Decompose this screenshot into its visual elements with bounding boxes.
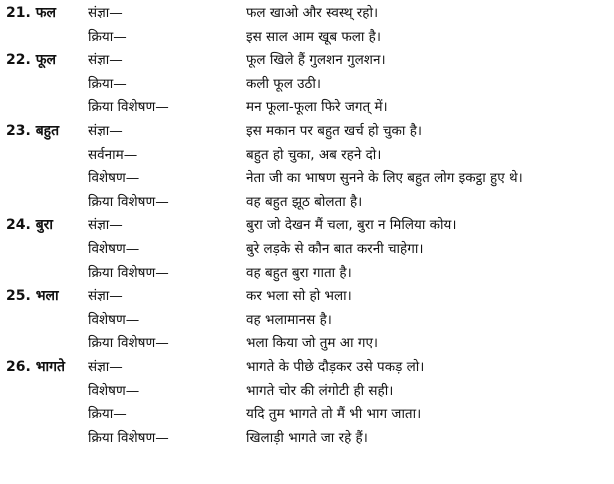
example-sentence: वह बहुत बुरा गाता है। — [246, 264, 352, 281]
usage-row — [0, 403, 614, 427]
usage-row — [0, 356, 614, 380]
part-of-speech: क्रिया विशेषण— — [88, 99, 169, 116]
part-of-speech: क्रिया— — [88, 406, 127, 423]
part-of-speech: संज्ञा— — [88, 358, 123, 375]
usage-row — [0, 167, 614, 191]
part-of-speech: संज्ञा— — [88, 288, 123, 305]
part-of-speech: क्रिया— — [88, 75, 127, 92]
usage-row — [0, 332, 614, 356]
part-of-speech: विशेषण— — [88, 170, 140, 187]
usage-row — [0, 380, 614, 404]
part-of-speech: क्रिया विशेषण— — [88, 335, 169, 352]
entry-word: 25. भला — [6, 288, 59, 305]
example-sentence: भला किया जो तुम आ गए। — [246, 335, 379, 352]
usage-row — [0, 26, 614, 50]
entry-word: 22. फूल — [6, 52, 56, 69]
example-sentence: कली फूल उठी। — [246, 75, 322, 92]
part-of-speech: क्रिया विशेषण— — [88, 264, 169, 281]
example-sentence: मन फूला-फूला फिरे जगत् में। — [246, 99, 388, 116]
entry-word: 21. फल — [6, 5, 56, 21]
usage-row — [0, 73, 614, 97]
usage-row — [0, 120, 614, 144]
example-sentence: फूल खिले हैं गुलशन गुलशन। — [246, 52, 386, 69]
part-of-speech: सर्वनाम— — [88, 146, 138, 163]
part-of-speech: विशेषण— — [88, 240, 140, 257]
usage-row — [0, 96, 614, 120]
usage-row — [0, 238, 614, 262]
example-sentence: भागते के पीछे दौड़कर उसे पकड़ लो। — [246, 358, 425, 375]
example-sentence: कर भला सो हो भला। — [246, 288, 352, 305]
entry-word: 23. बहुत — [6, 122, 60, 139]
part-of-speech: संज्ञा— — [88, 5, 123, 21]
part-of-speech: संज्ञा— — [88, 217, 123, 234]
example-sentence: यदि तुम भागते तो मैं भी भाग जाता। — [246, 406, 422, 423]
example-sentence: फल खाओ और स्वस्थ् रहो। — [246, 5, 379, 21]
part-of-speech: क्रिया— — [88, 28, 127, 45]
entry-word: 26. भागते — [6, 358, 66, 375]
part-of-speech: विशेषण— — [88, 311, 140, 328]
part-of-speech: क्रिया विशेषण— — [88, 193, 169, 210]
usage-row — [0, 285, 614, 309]
part-of-speech: संज्ञा— — [88, 52, 123, 69]
example-sentence: बहुत हो चुका, अब रहने दो। — [246, 146, 382, 163]
usage-row — [0, 144, 614, 168]
part-of-speech: संज्ञा— — [88, 122, 123, 139]
example-sentence: भागते चोर की लंगोटी ही सही। — [246, 382, 394, 399]
part-of-speech: क्रिया विशेषण— — [88, 429, 169, 446]
usage-row — [0, 49, 614, 73]
example-sentence: वह बहुत झूठ बोलता है। — [246, 193, 363, 210]
usage-row — [0, 2, 614, 26]
usage-row — [0, 214, 614, 238]
entry-word: 24. बुरा — [6, 217, 54, 234]
example-sentence: बुरा जो देखन मैं चला, बुरा न मिलिया कोय। — [246, 217, 457, 234]
example-sentence: नेता जी का भाषण सुनने के लिए बहुत लोग इकट्ठा हुए थे। — [246, 170, 523, 187]
usage-row — [0, 262, 614, 286]
example-sentence: वह भलामानस है। — [246, 311, 332, 328]
usage-row — [0, 427, 614, 451]
usage-row — [0, 191, 614, 215]
example-sentence: इस मकान पर बहुत खर्च हो चुका है। — [246, 122, 422, 139]
part-of-speech: विशेषण— — [88, 382, 140, 399]
example-sentence: बुरे लड़के से कौन बात करनी चाहेगा। — [246, 240, 424, 257]
word-usage-list — [0, 2, 614, 450]
usage-row — [0, 309, 614, 333]
example-sentence: खिलाड़ी भागते जा रहे हैं। — [246, 429, 368, 446]
example-sentence: इस साल आम खूब फला है। — [246, 28, 381, 45]
